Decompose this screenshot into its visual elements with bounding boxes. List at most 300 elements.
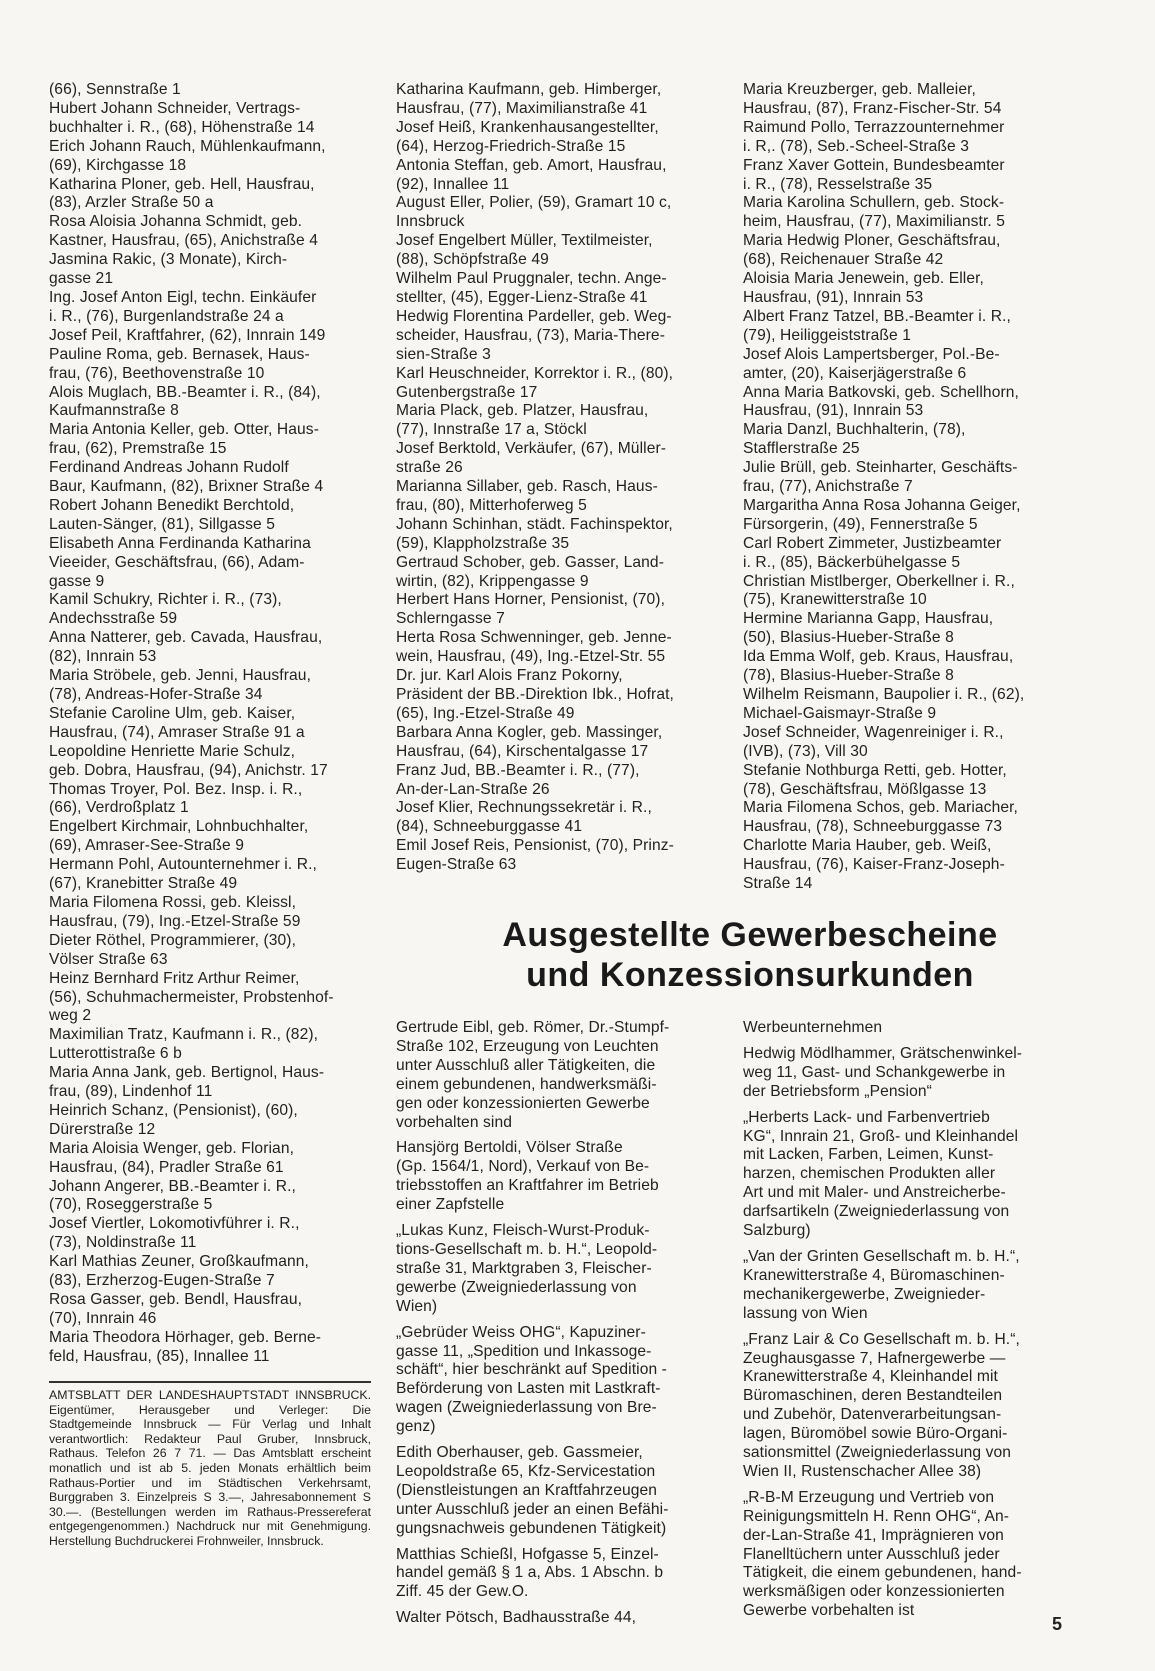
entry-line: Maria Hedwig Ploner, Geschäftsfrau,: [743, 232, 1001, 250]
entry-line: heim, Hausfrau, (77), Maximilianstr. 5: [743, 213, 1006, 231]
entry: [396, 232, 716, 270]
entry: [396, 554, 716, 592]
entry-line: Josef Alois Lampertsberger, Pol.-Be-: [743, 345, 1000, 363]
entry-line: der Betriebsform „Pension“: [743, 1082, 932, 1100]
entry: [743, 535, 1063, 573]
entry-line: Heinz Bernhard Fritz Arthur Reimer,: [49, 969, 300, 987]
entry-line: (64), Herzog-Friedrich-Straße 15: [396, 137, 626, 155]
entry-line: darfsartikeln (Zweigniederlassung von: [743, 1203, 1010, 1221]
entry-line: gasse 9: [49, 572, 105, 590]
entry-line: (50), Blasius-Hueber-Straße 8: [743, 629, 954, 647]
entry-line: Maria Ströbele, geb. Jenni, Hausfrau,: [49, 667, 312, 685]
entry-line: Heinrich Schanz, (Pensionist), (60),: [49, 1101, 298, 1119]
entry-line: Albert Franz Tatzel, BB.-Beamter i. R.,: [743, 307, 1011, 325]
entry-line: Hausfrau, (64), Kirschentalgasse 17: [396, 742, 649, 760]
entry-line: Kamil Schukry, Richter i. R., (73),: [49, 591, 282, 609]
entry-line: Vieeider, Geschäftsfrau, (66), Adam-: [49, 553, 305, 571]
entry-line: Maria Filomena Schos, geb. Mariacher,: [743, 799, 1018, 817]
entry-line: Walter Pötsch, Badhausstraße 44,: [396, 1609, 637, 1627]
entry-line: Charlotte Maria Hauber, geb. Weiß,: [743, 837, 992, 855]
entry-line: Maria Karolina Schullern, geb. Stock-: [743, 194, 1005, 212]
entry-line: Katharina Kaufmann, geb. Himberger,: [396, 81, 662, 98]
page-number: 5: [1052, 1614, 1063, 1634]
entry: [49, 970, 374, 1027]
entry-line: Josef Schneider, Wagenreiniger i. R.,: [743, 723, 1004, 741]
entry-line: straße 31, Marktgraben 3, Fleischer-: [396, 1259, 652, 1277]
entry-line: (70), Innrain 46: [49, 1309, 157, 1327]
entry-line: Franz Xaver Gottein, Bundesbeamter: [743, 156, 1005, 174]
entry: [743, 194, 1063, 232]
entry: [396, 308, 716, 365]
entry: [49, 327, 374, 346]
entry-line: „Van der Grinten Gesellschaft m. b. H.“,: [743, 1247, 1020, 1265]
entry-line: (66), Verdroßplatz 1: [49, 799, 189, 817]
entry: [743, 799, 1063, 837]
entry-line: Kranewitterstraße 4, Büromaschinen-: [743, 1266, 1005, 1284]
entry-line: gewerbe (Zweigniederlassung von: [396, 1278, 637, 1296]
entry: [49, 138, 374, 176]
entry-line: Lauten-Sänger, (81), Sillgasse 5: [49, 515, 275, 533]
entry-line: Marianna Sillaber, geb. Rasch, Haus-: [396, 478, 658, 496]
entry-line: Julie Brüll, geb. Steinharter, Geschäfts-: [743, 459, 1018, 477]
entry-line: Josef Klier, Rechnungssekretär i. R.,: [396, 799, 652, 817]
entry: [396, 591, 716, 629]
entry-line: Alois Muglach, BB.-Beamter i. R., (84),: [49, 383, 321, 401]
entry-line: Zeughausgasse 7, Hafnergewerbe —: [743, 1349, 1006, 1367]
entry: [49, 1178, 374, 1216]
entry-line: mechanikergewerbe, Zweignieder-: [743, 1285, 986, 1303]
entry-line: Edith Oberhauser, geb. Gassmeier,: [396, 1444, 643, 1462]
entry-line: Ing. Josef Anton Eigl, techn. Einkäufer: [49, 288, 317, 306]
entry: [396, 478, 716, 516]
entry-line: Büromaschinen, deren Bestandteilen: [743, 1387, 1003, 1405]
entry-line: Josef Engelbert Müller, Textilmeister,: [396, 232, 653, 250]
entry: [743, 232, 1063, 270]
entry-line: (IVB), (73), Vill 30: [743, 742, 868, 760]
entry-line: Straße 102, Erzeugung von Leuchten: [396, 1037, 659, 1055]
entry-line: werksmäßigen oder konzessionierten: [743, 1583, 1005, 1601]
entry: [743, 837, 1063, 894]
entry-line: Dürerstraße 12: [49, 1120, 156, 1138]
entry: [49, 213, 374, 251]
entry-line: Michael-Gaismayr-Straße 9: [743, 704, 937, 722]
entry: [743, 119, 1063, 157]
entry-line: Eugen-Straße 63: [396, 856, 517, 874]
entry-line: „Lukas Kunz, Fleisch-Wurst-Produk-: [396, 1222, 650, 1240]
entry: [743, 762, 1063, 800]
entry-line: straße 26: [396, 459, 463, 477]
entry-line: i. R., (78), Resselstraße 35: [743, 175, 933, 193]
entry: [396, 837, 716, 875]
entry-line: Hausfrau, (79), Ing.-Etzel-Straße 59: [49, 912, 301, 930]
entry-line: Stefanie Nothburga Retti, geb. Hotter,: [743, 761, 1007, 779]
entry: [396, 81, 716, 119]
entry-line: Wilhelm Reismann, Baupolier i. R., (62),: [743, 686, 1025, 703]
entry-line: Kranewitterstraße 4, Kleinhandel mit: [743, 1368, 998, 1386]
entry-line: Völser Straße 63: [49, 950, 168, 968]
entry: [49, 251, 374, 289]
entry-line: „Herberts Lack- und Farbenvertrieb: [743, 1108, 990, 1126]
entry-line: Hausfrau, (91), Innrain 53: [743, 402, 924, 420]
entry-line: (77), Innstraße 17 a, Stöckl: [396, 421, 587, 439]
entry-line: Johann Schinhan, städt. Fachinspektor,: [396, 515, 673, 533]
entry: [49, 1140, 374, 1178]
death-notices-column-3: [743, 81, 1063, 894]
entry: [743, 157, 1063, 195]
entry-line: (83), Arzler Straße 50 a: [49, 194, 214, 212]
entry: [743, 1331, 1063, 1482]
entry-line: Hausfrau, (76), Kaiser-Franz-Joseph-: [743, 856, 1005, 874]
entry-line: Anna Maria Batkovski, geb. Schellhorn,: [743, 383, 1019, 401]
entry: [49, 497, 374, 535]
entry-line: Präsident der BB.-Direktion Ibk., Hofrat,: [396, 686, 674, 703]
entry-line: Hausfrau, (77), Maximilianstraße 41: [396, 99, 648, 117]
entry-line: (69), Kirchgasse 18: [49, 156, 187, 174]
entry-line: unter Ausschluß aller Tätigkeiten, die: [396, 1056, 656, 1074]
entry-line: (69), Amraser-See-Straße 9: [49, 837, 244, 855]
entry-line: Franz Jud, BB.-Beamter i. R., (77),: [396, 761, 640, 779]
entry-line: Margaritha Anna Rosa Johanna Geiger,: [743, 496, 1021, 514]
entry-line: „R-B-M Erzeugung und Vertrieb von: [743, 1488, 995, 1506]
entry: [396, 724, 716, 762]
entry: [396, 1444, 716, 1539]
entry-line: Antonia Steffan, geb. Amort, Hausfrau,: [396, 156, 667, 174]
entry: [396, 194, 716, 232]
entry: [49, 591, 374, 629]
entry-line: Fürsorgerin, (49), Fennerstraße 5: [743, 515, 978, 533]
entry-line: Carl Robert Zimmeter, Justizbeamter: [743, 534, 1002, 552]
entry-line: Barbara Anna Kogler, geb. Massinger,: [396, 723, 663, 741]
entry: [396, 667, 716, 724]
entry: [396, 762, 716, 800]
entry-line: (65), Ing.-Etzel-Straße 49: [396, 704, 575, 722]
entry: [396, 440, 716, 478]
entry: [49, 1291, 374, 1329]
entry-line: Josef Berktold, Verkäufer, (67), Müller-: [396, 440, 667, 458]
death-notices-column-2: [396, 81, 716, 875]
entry: [743, 81, 1063, 119]
entry: [743, 1489, 1063, 1621]
entry-line: (73), Noldinstraße 11: [49, 1234, 197, 1252]
entry: [49, 629, 374, 667]
entry-line: Tätigkeit, die einem gebundenen, hand-: [743, 1564, 1022, 1582]
entry-line: „Franz Lair & Co Gesellschaft m. b. H.“,: [743, 1330, 1020, 1348]
entry-line: Johann Angerer, BB.-Beamter i. R.,: [49, 1177, 296, 1195]
entry: [49, 421, 374, 459]
section-heading: [400, 915, 1100, 995]
entry-line: Maria Antonia Keller, geb. Otter, Haus-: [49, 421, 319, 439]
entry-line: lagen, Büromöbel sowie Büro-Organi-: [743, 1425, 1008, 1443]
entry-line: scheider, Hausfrau, (73), Maria-There-: [396, 326, 665, 344]
entry-line: Kaufmannstraße 8: [49, 402, 179, 420]
entry: [396, 1222, 716, 1317]
entry: [49, 459, 374, 497]
entry-line: Maria Anna Jank, geb. Bertignol, Haus-: [49, 1064, 325, 1082]
entry-line: (66), Sennstraße 1: [49, 81, 181, 98]
entry-line: buchhalter i. R., (68), Höhenstraße 14: [49, 118, 315, 136]
entry-line: gungsnachweis gebundenen Tätigkeit): [396, 1519, 667, 1537]
entry-line: Thomas Troyer, Pol. Bez. Insp. i. R.,: [49, 780, 303, 798]
entry-line: Rosa Aloisia Johanna Schmidt, geb.: [49, 213, 303, 231]
entry-line: Kastner, Hausfrau, (65), Anichstraße 4: [49, 232, 319, 250]
entry: [49, 535, 374, 592]
entry-line: sationsmittel (Zweigniederlassung von: [743, 1444, 1012, 1462]
entry-line: Ida Emma Wolf, geb. Kraus, Hausfrau,: [743, 648, 1014, 666]
entry-line: Maria Danzl, Buchhalterin, (78),: [743, 421, 966, 439]
entry-line: Gutenbergstraße 17: [396, 383, 538, 401]
entry: [49, 932, 374, 970]
entry-line: (Dienstleistungen an Kraftfahrzeugen: [396, 1481, 658, 1499]
entry-line: Innsbruck: [396, 213, 465, 231]
entry-line: Katharina Ploner, geb. Hell, Hausfrau,: [49, 175, 315, 193]
entry-line: sien-Straße 3: [396, 345, 491, 363]
entry: [396, 402, 716, 440]
entry: [49, 705, 374, 743]
entry-line: Christian Mistlberger, Oberkellner i. R.,: [743, 572, 1015, 590]
entry-line: Schlerngasse 7: [396, 610, 505, 628]
entry: [396, 1019, 716, 1132]
entry: [396, 629, 716, 667]
entry-line: (92), Innallee 11: [396, 175, 510, 193]
entry: [49, 1064, 374, 1102]
entry-line: Erich Johann Rauch, Mühlenkaufmann,: [49, 137, 326, 155]
entry-line: Hausfrau, (74), Amraser Straße 91 a: [49, 723, 305, 741]
entry-line: i. R., (85), Bäckerbühelgasse 5: [743, 553, 961, 571]
entry: [49, 1102, 374, 1140]
entry-line: Hausfrau, (87), Franz-Fischer-Str. 54: [743, 99, 1002, 117]
entry: [743, 308, 1063, 346]
entry-line: Maria Plack, geb. Platzer, Hausfrau,: [396, 402, 649, 420]
entry: [396, 799, 716, 837]
entry-line: (88), Schöpfstraße 49: [396, 251, 549, 269]
entry-line: wein, Hausfrau, (49), Ing.-Etzel-Str. 55: [396, 648, 666, 666]
entry-line: Anna Natterer, geb. Cavada, Hausfrau,: [49, 629, 323, 647]
entry-line: harzen, chemischen Produkten aller: [743, 1165, 996, 1183]
entry-line: weg 2: [49, 1007, 92, 1025]
entry: [743, 497, 1063, 535]
entry-line: Maria Aloisia Wenger, geb. Florian,: [49, 1139, 295, 1157]
entry-line: Herta Rosa Schwenninger, geb. Jenne-: [396, 629, 672, 647]
entry: [743, 459, 1063, 497]
entry-line: Hubert Johann Schneider, Vertrags-: [49, 99, 301, 117]
entry-line: stellter, (45), Egger-Lienz-Straße 41: [396, 288, 648, 306]
entry-line: Dieter Röthel, Programmierer, (30),: [49, 931, 297, 949]
entry-line: Hedwig Florentina Pardeller, geb. Weg-: [396, 307, 672, 325]
entry-line: Karl Heuschneider, Korrektor i. R., (80),: [396, 364, 674, 382]
entry: [49, 289, 374, 327]
entry-line: wirtin, (82), Krippengasse 9: [396, 572, 589, 590]
entry-line: Karl Mathias Zeuner, Großkaufmann,: [49, 1253, 309, 1271]
entry-line: einer Zapfstelle: [396, 1196, 505, 1214]
entry-line: gasse 11, „Spedition und Inkassoge-: [396, 1342, 652, 1360]
entry-line: Josef Viertler, Lokomotivführer i. R.,: [49, 1215, 300, 1233]
section-heading-line-2: und Konzessionsurkunden: [526, 956, 974, 994]
entry-line: (67), Kranebitter Straße 49: [49, 875, 238, 893]
entry-line: (79), Heiliggeiststraße 1: [743, 326, 912, 344]
entry-line: i. R., (76), Burgenlandstraße 24 a: [49, 307, 284, 325]
entry-line: Art und mit Maler- und Anstreicherbe-: [743, 1184, 1006, 1202]
entry-line: triebsstoffen an Kraftfahrer im Betrieb: [396, 1177, 659, 1195]
entry: [49, 781, 374, 819]
entry: [49, 743, 374, 781]
entry: [49, 818, 374, 856]
entry-line: handel gemäß § 1 a, Abs. 1 Abschn. b: [396, 1564, 664, 1582]
entry-line: Gewerbe vorbehalten ist: [743, 1602, 915, 1620]
imprint-text: AMTSBLATT DER LANDESHAUPTSTADT INNSBRUCK. Eigentümer, Herausgeber und Verleger: Die Stadtgemeinde Innsbruck — Für Verlag und Inhalt verantwortlich: Redakteur Paul Gruber, Innsbruck, Rathaus. Telefon 26 7 71. — Das Amtsblatt erscheint monatlich und ist ab 5. jeden Monats erhältlich beim Rathaus-Portier und im Städtischen Verkehrsamt, Burggraben 3. Einzelpreis S 3.—, Jahresabonnement S 30.—. (Bestellungen werden im Rathaus-Pressereferat entgegengenommen.) Nachdruck nur mit Genehmigung. Herstellung Buchdruckerei Frohnweiler, Innsbruck.: [49, 1388, 371, 1548]
entry-line: Emil Josef Reis, Pensionist, (70), Prinz-: [396, 837, 674, 855]
entry-line: frau, (80), Mitterhoferweg 5: [396, 496, 587, 514]
entry-line: (82), Innrain 53: [49, 648, 157, 666]
entry: [743, 384, 1063, 422]
entry: [49, 1215, 374, 1253]
entry-line: lassung von Wien: [743, 1304, 868, 1322]
entry-line: Rosa Gasser, geb. Bendl, Hausfrau,: [49, 1291, 303, 1308]
entry-line: Hedwig Mödlhammer, Grätschenwinkel-: [743, 1044, 1023, 1062]
entry-line: Hausfrau, (78), Schneeburggasse 73: [743, 818, 1003, 836]
entry-line: Dr. jur. Karl Alois Franz Pokorny,: [396, 667, 623, 685]
entry-line: wagen (Zweigniederlassung von Bre-: [396, 1399, 657, 1417]
entry-line: geb. Dobra, Hausfrau, (94), Anichstr. 17: [49, 761, 328, 779]
entry: [49, 176, 374, 214]
entry-line: (68), Reichenauer Straße 42: [743, 251, 944, 269]
entry-line: Wilhelm Paul Pruggnaler, techn. Ange-: [396, 270, 667, 288]
entry-line: Werbeunternehmen: [743, 1019, 883, 1036]
entry-line: (78), Andreas-Hofer-Straße 34: [49, 686, 263, 703]
entry-line: feld, Hausfrau, (85), Innallee 11: [49, 1347, 270, 1365]
entry: [396, 157, 716, 195]
entry-line: mit Lacken, Farben, Leimen, Kunst-: [743, 1146, 994, 1164]
entry-line: Stefanie Caroline Ulm, geb. Kaiser,: [49, 704, 296, 722]
entry-line: Flanelltüchern unter Ausschluß jeder: [743, 1545, 1000, 1563]
entry: [396, 119, 716, 157]
entry-line: (83), Erzherzog-Eugen-Straße 7: [49, 1272, 275, 1290]
entry-line: August Eller, Polier, (59), Gramart 10 c,: [396, 194, 672, 212]
entry-line: (59), Klappholzstraße 35: [396, 534, 570, 552]
entry: [49, 1253, 374, 1291]
trade-licenses-column-1: [396, 1019, 716, 1628]
entry-line: Jasmina Rakic, (3 Monate), Kirch-: [49, 251, 288, 269]
entry: [743, 686, 1063, 724]
section-heading-line-1: Ausgestellte Gewerbescheine: [502, 916, 998, 954]
entry-line: tions-Gesellschaft m. b. H.“, Leopold-: [396, 1240, 658, 1258]
entry-line: Ziff. 45 der Gew.O.: [396, 1583, 529, 1601]
entry-line: An-der-Lan-Straße 26: [396, 780, 550, 798]
entry-line: Aloisia Maria Jenewein, geb. Eller,: [743, 270, 984, 288]
entry-line: gen oder konzessionierten Gewerbe: [396, 1094, 650, 1112]
entry-line: Stafflerstraße 25: [743, 440, 860, 458]
entry-line: „Gebrüder Weiss OHG“, Kapuziner-: [396, 1323, 646, 1341]
entry-line: Robert Johann Benedikt Berchtold,: [49, 496, 295, 514]
death-notices-column-1: [49, 81, 374, 1367]
entry: [743, 573, 1063, 611]
entry-line: Matthias Schießl, Hofgasse 5, Einzel-: [396, 1545, 659, 1563]
entry-line: Salzburg): [743, 1222, 811, 1240]
entry-line: genz): [396, 1418, 436, 1436]
entry-line: Maximilian Tratz, Kaufmann i. R., (82),: [49, 1026, 319, 1044]
entry: [49, 100, 374, 138]
entry-line: schäft“, hier beschränkt auf Spedition -: [396, 1361, 667, 1379]
entry-line: Pauline Roma, geb. Bernasek, Haus-: [49, 345, 310, 363]
entry-line: Elisabeth Anna Ferdinanda Katharina: [49, 534, 311, 552]
entry-line: frau, (77), Anichstraße 7: [743, 478, 913, 496]
entry-line: Leopoldine Henriette Marie Schulz,: [49, 742, 296, 760]
entry-line: Maria Filomena Rossi, geb. Kleissl,: [49, 893, 297, 911]
entry-line: amter, (20), Kaiserjägerstraße 6: [743, 364, 967, 382]
entry-line: Hansjörg Bertoldi, Völser Straße: [396, 1139, 623, 1157]
entry: [49, 894, 374, 932]
entry-line: (Gp. 1564/1, Nord), Verkauf von Be-: [396, 1158, 650, 1176]
entry: [396, 516, 716, 554]
entry-line: Wien): [396, 1297, 438, 1315]
entry-line: Leopoldstraße 65, Kfz-Servicestation: [396, 1462, 656, 1480]
entry-line: (78), Geschäftsfrau, Mößlgasse 13: [743, 780, 987, 798]
entry: [49, 667, 374, 705]
entry-line: Baur, Kaufmann, (82), Brixner Straße 4: [49, 478, 324, 496]
entry: [743, 1109, 1063, 1241]
entry-line: Andechsstraße 59: [49, 610, 178, 628]
entry-line: Straße 14: [743, 875, 813, 893]
entry-line: Gertraud Schober, geb. Gasser, Land-: [396, 553, 664, 571]
entry: [49, 856, 374, 894]
entry: [49, 384, 374, 422]
entry: [743, 1045, 1063, 1102]
entry: [396, 1546, 716, 1603]
entry: [743, 270, 1063, 308]
entry: [743, 724, 1063, 762]
entry-line: Maria Theodora Hörhager, geb. Berne-: [49, 1328, 322, 1346]
entry-line: Hausfrau, (84), Pradler Straße 61: [49, 1158, 284, 1176]
entry-line: gasse 21: [49, 270, 114, 288]
entry-line: unter Ausschluß jeder an einen Befähi-: [396, 1500, 669, 1518]
entry: [743, 1019, 1063, 1038]
entry-line: frau, (76), Beethovenstraße 10: [49, 364, 265, 382]
entry-line: Beförderung von Lasten mit Lastkraft-: [396, 1380, 661, 1398]
entry: [396, 365, 716, 403]
entry-line: (75), Kranewitterstraße 10: [743, 591, 927, 609]
entry: [49, 346, 374, 384]
entry-line: Gertrude Eibl, geb. Römer, Dr.-Stumpf-: [396, 1019, 670, 1036]
entry-line: (70), Roseggerstraße 5: [49, 1196, 213, 1214]
entry: [396, 270, 716, 308]
entry: [743, 346, 1063, 384]
entry: [49, 81, 374, 100]
entry-line: vorbehalten sind: [396, 1113, 513, 1131]
entry-line: Hermine Marianna Gapp, Hausfrau,: [743, 610, 994, 628]
entry: [743, 421, 1063, 459]
entry-line: Hermann Pohl, Autounternehmer i. R.,: [49, 856, 317, 874]
entry-line: Raimund Pollo, Terrazzounternehmer: [743, 118, 1005, 136]
entry-line: der-Lan-Straße 41, Imprägnieren von: [743, 1526, 1004, 1544]
entry: [743, 1248, 1063, 1324]
entry-line: Josef Peil, Kraftfahrer, (62), Innrain 149: [49, 326, 326, 344]
entry-line: einem gebundenen, handwerksmäßi-: [396, 1075, 657, 1093]
entry-line: und Zubehör, Datenverarbeitungsan-: [743, 1406, 1002, 1424]
entry-line: frau, (89), Lindenhof 11: [49, 1083, 213, 1101]
trade-licenses-column-2: [743, 1019, 1063, 1621]
entry-line: Wien II, Rustenschacher Allee 38): [743, 1462, 982, 1480]
entry: [49, 1026, 374, 1064]
entry-line: Ferdinand Andreas Johann Rudolf: [49, 459, 289, 477]
entry-line: Herbert Hans Horner, Pensionist, (70),: [396, 591, 666, 609]
entry: [743, 648, 1063, 686]
entry: [396, 1609, 716, 1628]
entry-line: (56), Schuhmachermeister, Probstenhof-: [49, 988, 334, 1006]
entry-line: Hausfrau, (91), Innrain 53: [743, 288, 924, 306]
entry: [396, 1324, 716, 1437]
entry-line: i. R,. (78), Seb.-Scheel-Straße 3: [743, 137, 970, 155]
entry-line: Lutterottistraße 6 b: [49, 1045, 182, 1063]
entry: [49, 1329, 374, 1367]
